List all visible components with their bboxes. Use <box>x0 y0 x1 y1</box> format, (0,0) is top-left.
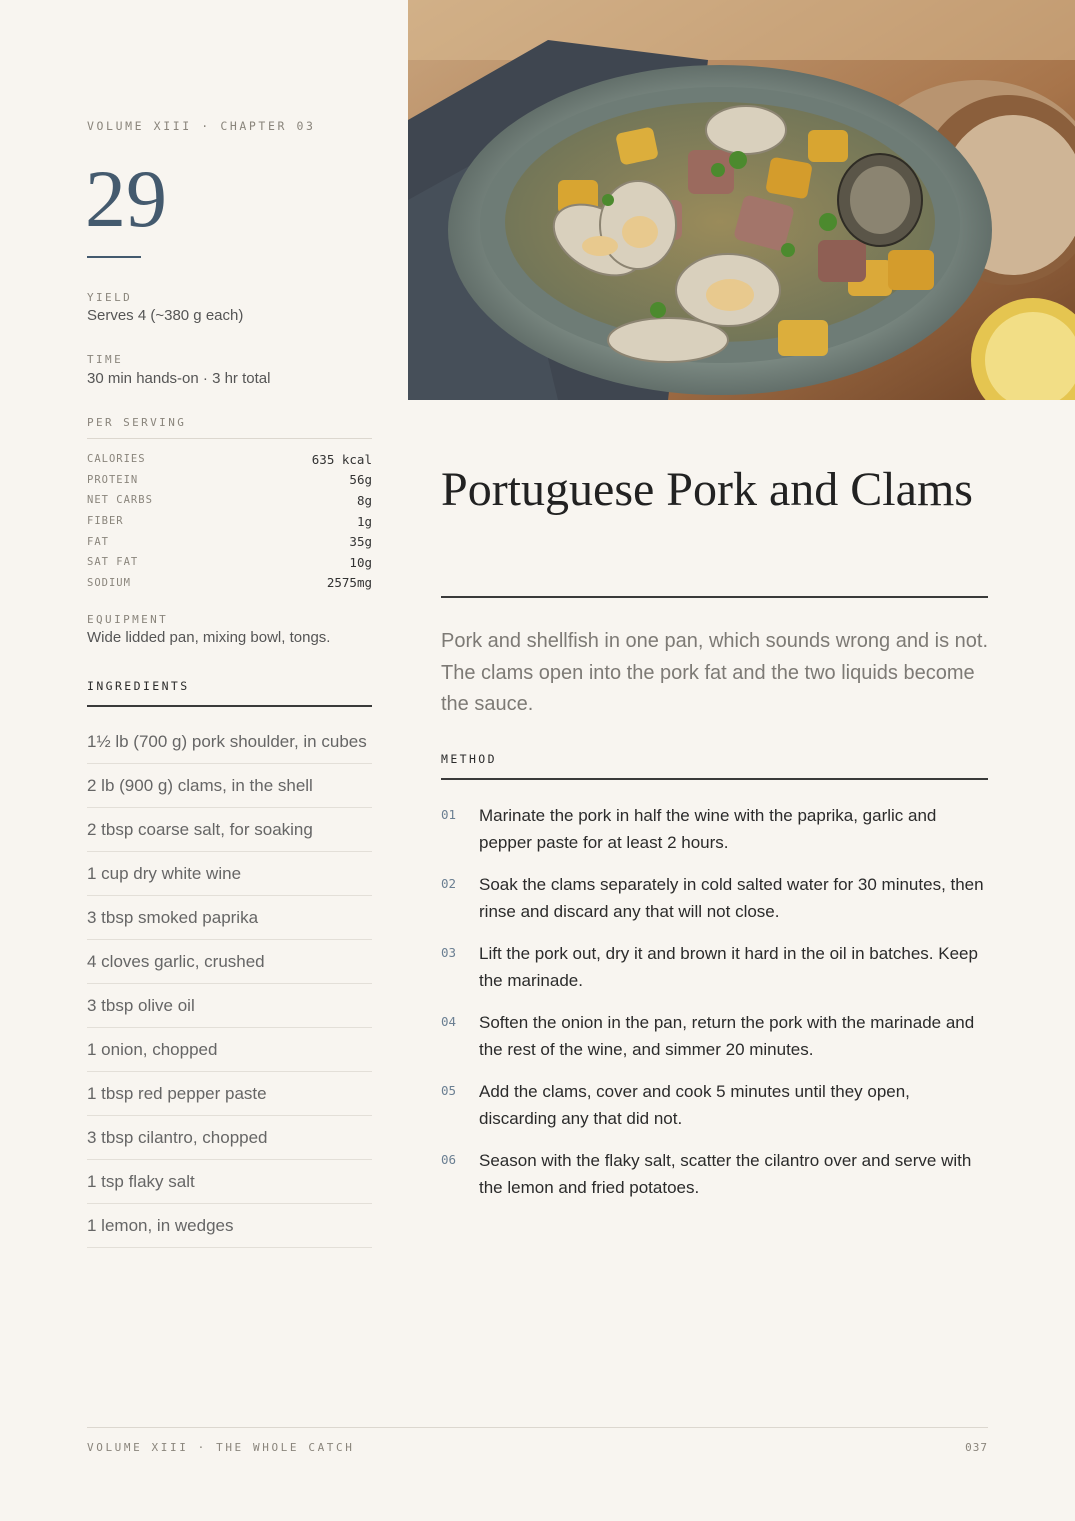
footer-rule <box>87 1427 988 1428</box>
nutrition-label: PROTEIN <box>87 473 139 486</box>
step-number: 06 <box>441 1152 457 1167</box>
ingredient-item: 3 tbsp smoked paprika <box>87 896 372 940</box>
step-text: Season with the flaky salt, scatter the cilantro over and serve with the lemon and fried potatoes. <box>479 1151 972 1197</box>
page-number: 037 <box>965 1441 988 1454</box>
nutrition-row <box>87 490 372 511</box>
ingredient-item: 1 tsp flaky salt <box>87 1160 372 1204</box>
step-text: Soften the onion in the pan, return the pork with the marinade and the rest of the wine, and simmer 20 minutes. <box>479 1013 975 1059</box>
equipment-label: EQUIPMENT <box>87 613 169 626</box>
nutrition-row <box>87 552 372 573</box>
nutrition-divider <box>87 438 372 439</box>
method-step <box>441 871 988 925</box>
nutrition-label: SAT FAT <box>87 556 139 569</box>
nutrition-value: 35g <box>349 534 372 550</box>
nutrition-value: 56g <box>349 472 372 488</box>
method-steps <box>441 802 988 1216</box>
nutrition-value: 10g <box>349 554 372 570</box>
nutrition-label: NET CARBS <box>87 494 153 507</box>
dish-illustration <box>408 0 1075 400</box>
time-value: 30 min hands-on · 3 hr total <box>87 370 271 387</box>
nutrition-row <box>87 573 372 594</box>
ingredients-list <box>87 718 372 1248</box>
ingredient-item: 1½ lb (700 g) pork shoulder, in cubes <box>87 718 372 764</box>
nutrition-value: 8g <box>356 492 372 508</box>
footer-running-title: VOLUME XIII · THE WHOLE CATCH <box>87 1441 355 1454</box>
ingredient-item: 3 tbsp olive oil <box>87 984 372 1028</box>
step-number: 05 <box>441 1083 457 1098</box>
method-step <box>441 1009 988 1063</box>
time-label: TIME <box>87 353 124 366</box>
ingredient-item: 1 onion, chopped <box>87 1028 372 1072</box>
nutrition-value: 2575mg <box>326 575 372 591</box>
method-step <box>441 940 988 994</box>
method-heading: METHOD <box>441 752 497 766</box>
ingredient-item: 1 tbsp red pepper paste <box>87 1072 372 1116</box>
step-number: 01 <box>441 807 457 822</box>
hero-photo <box>408 0 1075 400</box>
step-text: Soak the clams separately in cold salted water for 30 minutes, then rinse and discard any that will not close. <box>479 875 984 921</box>
method-rule <box>441 778 988 780</box>
ingredient-item: 4 cloves garlic, crushed <box>87 940 372 984</box>
step-number: 04 <box>441 1014 457 1029</box>
ingredient-item: 3 tbsp cilantro, chopped <box>87 1116 372 1160</box>
nutrition-label: FAT <box>87 535 109 548</box>
ingredient-item: 2 tbsp coarse salt, for soaking <box>87 808 372 852</box>
nutrition-label: FIBER <box>87 515 124 528</box>
step-text: Add the clams, cover and cook 5 minutes until they open, discarding any that did not. <box>479 1082 910 1128</box>
step-text: Lift the pork out, dry it and brown it hard in the oil in batches. Keep the marinade. <box>479 944 978 990</box>
method-step <box>441 1078 988 1132</box>
method-step <box>441 802 988 856</box>
equipment-value: Wide lidded pan, mixing bowl, tongs. <box>87 629 331 646</box>
nutrition-value: 635 kcal <box>311 451 372 467</box>
yield-label: YIELD <box>87 291 133 304</box>
step-text: Marinate the pork in half the wine with the paprika, garlic and pepper paste for at least 2 hours. <box>479 806 937 852</box>
ingredient-item: 2 lb (900 g) clams, in the shell <box>87 764 372 808</box>
step-number: 03 <box>441 945 457 960</box>
nutrition-label: CALORIES <box>87 453 146 466</box>
nutrition-table <box>87 449 372 593</box>
nutrition-label: SODIUM <box>87 576 131 589</box>
ingredient-item: 1 lemon, in wedges <box>87 1204 372 1248</box>
nutrition-row <box>87 531 372 552</box>
chapter-kicker: VOLUME XIII · CHAPTER 03 <box>87 119 316 133</box>
recipe-title: Portuguese Pork and Clams <box>441 463 973 516</box>
recipe-number: 29 <box>85 153 167 244</box>
per-serving-label: PER SERVING <box>87 416 187 429</box>
title-rule <box>441 596 988 598</box>
ingredient-item: 1 cup dry white wine <box>87 852 372 896</box>
method-step <box>441 1147 988 1201</box>
number-underline <box>87 256 141 258</box>
nutrition-value: 1g <box>356 513 372 529</box>
nutrition-row <box>87 511 372 532</box>
recipe-intro: Pork and shellfish in one pan, which sounds wrong and is not. The clams open into the pork fat and the two liquids become the sauce. <box>441 630 989 715</box>
step-number: 02 <box>441 876 457 891</box>
yield-value: Serves 4 (~380 g each) <box>87 307 244 324</box>
ingredients-heading: INGREDIENTS <box>87 679 190 693</box>
nutrition-row <box>87 449 372 470</box>
ingredients-rule <box>87 705 372 707</box>
nutrition-row <box>87 470 372 491</box>
